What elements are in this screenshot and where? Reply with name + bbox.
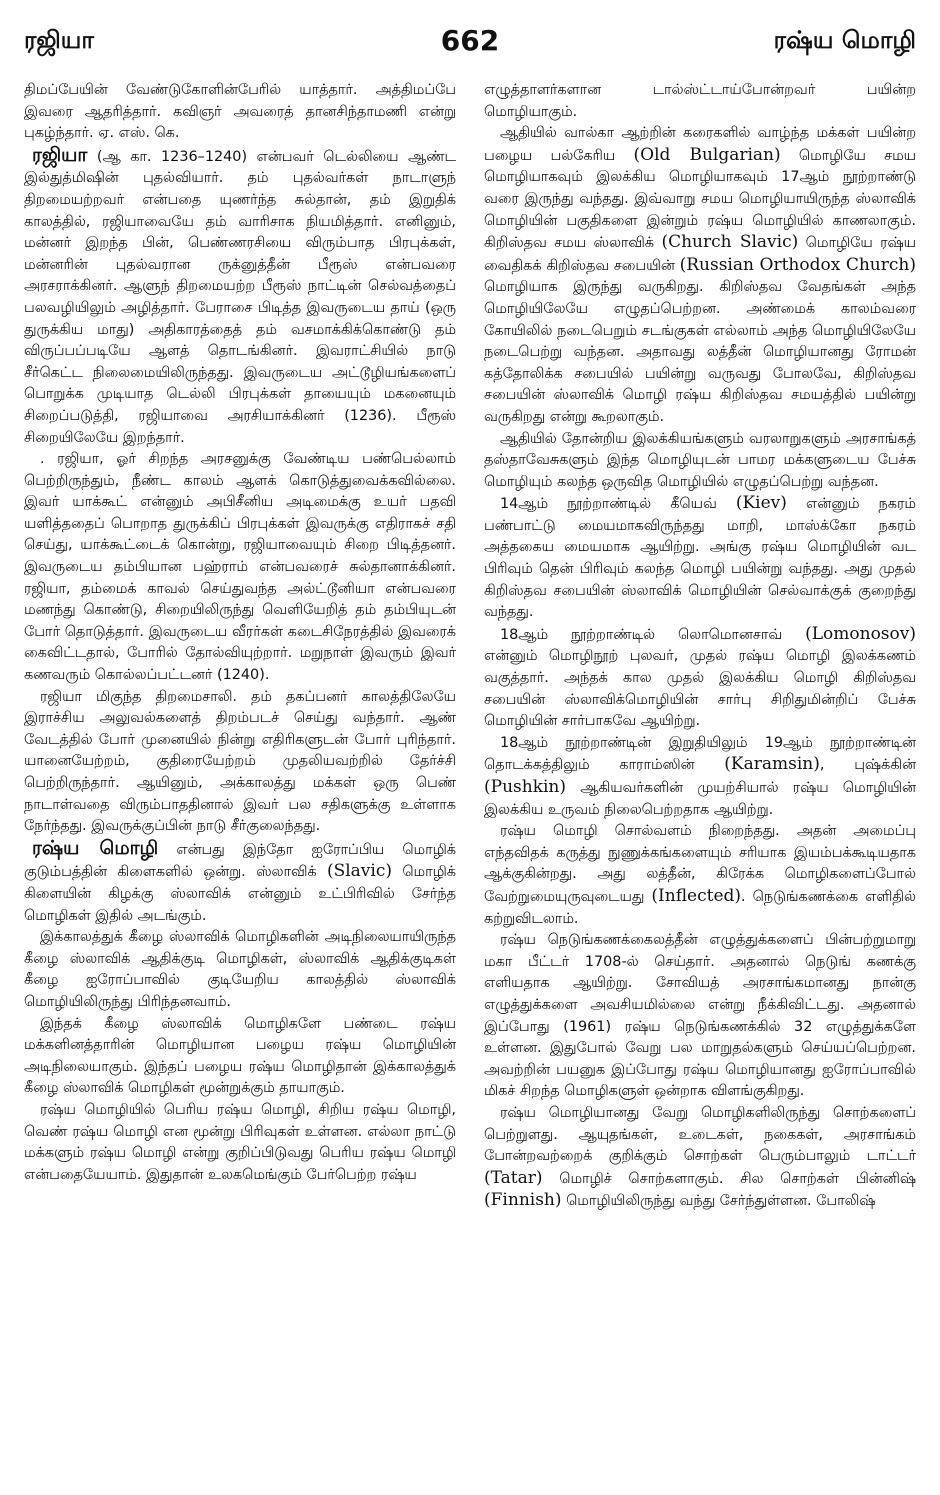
latin-term: (Lomonosov) [805, 623, 916, 644]
entry-headword: ரஜியா [32, 143, 88, 166]
page-number: 662 [440, 24, 500, 57]
paragraph: எழுத்தாளர்களான டால்ஸ்ட்டாய்போன்றவர் பயின்ற மொழியாகும். [484, 82, 916, 120]
left-column [24, 80, 456, 1480]
text-run: என்னும் மொழிநூற் புலவர், முதல் ரஷ்ய மொழி இலக்கணம் வகுத்தார். அந்தக் கால முதல் இலக்கிய மொழி கிறிஸ்தவ சபையின் ஸ்லாவிக்மொழியின் சார்பு சிறிதுமின்றிப் பேச்சு மொழியின் சார்பாகவே ஆயிற்று. [484, 648, 916, 730]
text-run: ஆகியவர்களின் முயற்சியால் ரஷ்ய மொழியின் இலக்கிய உருவம் நிலைபெற்றதாக ஆயிற்று. [484, 780, 916, 818]
text-run: மொழியிலிருந்து வந்து சேர்ந்துள்ளன. போலிஷ் [561, 1193, 876, 1210]
text-run: மொழியே ரஷ்ய வைதிகக் கிறிஸ்தவ சபையின் [484, 235, 916, 274]
paragraph [484, 493, 916, 624]
entry-russian-language [24, 838, 456, 927]
entry-razia [24, 145, 456, 449]
latin-term: (Russian Orthodox Church) [679, 254, 916, 275]
latin-term: (Kiev) [735, 493, 787, 514]
paragraph: ரஷ்ய நெடுங்கணக்கைலத்தீன் எழுத்துக்களைப் பின்பற்றுமாறு மகா பீட்டர் 1708-ல் செய்தார். அதனால் நெடுங் கணக்கு எளியதாக ஆயிற்று. சோவியத் அரசாங்கமானது நான்கு எழுத்துக்களை அவசியமில்லை என்று நீக்கிவிட்டது. அதனால் இப்போது (1961) ரஷ்ய நெடுங்கணக்கில் 32 எழுத்துக்களே உள்ளன. இதுபோல் வேறு பல மாறுதல்களும் செய்யப்பெற்றன. அவற்றின் பயனுக இப்போது ரஷ்ய மொழியானது ஐரோப்பாவில் மிகச் சிறந்த மொழிகளுள் ஒன்றாக விளங்குகிறது. [484, 932, 916, 1100]
entry-text: (ஆ கா. 1236–1240) என்பவர் டெல்லியை ஆண்ட இல்துத்மிஷின் புதல்வியார். தம் புதல்வர்கள் நாடாளுந் திறமையற்றவர் என்பதை யுணர்ந்த சுல்தான், தம் இறுதிக் காலத்தில், ரஜியாவையே தம் வாரிசாக நியமித்தார். எனினும், மன்னர் இறந்த பின், பெண்ணரசியை விரும்பாத பிரபுக்கள், மன்னரின் புதல்வரான ருக்னுத்தீன் பீரூஸ் என்பவரை அரசராக்கினர். ஆளுந் திறமையற்ற பீரூஸ் நாட்டின் செல்வத்தைப் பலவழியிலும் அழித்தார். பேராசை பிடித்த இவருடைய தாய் (ஒரு துருக்கிய மாது) அதிகாரத்தைத் தம் வசமாக்கிக்கொண்டு தம் விருப்பப்படியே ஆளத் தொடங்கினர். இவராட்சியில் நாடு சீர்கெட்ட நிலைமையிலிருந்தது. இவருடைய அட்டூழியங்களைப் பொறுக்க முடியாத டெல்லி பிரபுக்கள் தாயையும் மகனையும் சிறைப்படுத்தி, ரஜியாவை அரசியாக்கினர் (1236). பீரூஸ் சிறையிலேயே இறந்தார். [24, 148, 456, 446]
latin-term: (Karamsin) [724, 754, 820, 775]
latin-term: (Tatar) [484, 1167, 543, 1188]
text-run: ரஷ்ய மொழி சொல்வளம் நிறைந்தது. அதன் அமைப்பு எந்தவிதக் கருத்து நுணுக்கங்களையும் சரியாக இயம்பக்கூடியதாக ஆக்குகின்றது. அது லத்தீன், கிரேக்க மொழிகளைப்போல் வேற்றுமையுருவுடையது [484, 823, 916, 905]
right-column [484, 80, 916, 1480]
latin-term: (Slavic) [326, 861, 392, 882]
entry-headword: ரஷ்ய மொழி [32, 836, 159, 859]
running-head-left: ரஜியா [24, 26, 94, 54]
paragraph [484, 1103, 916, 1213]
page-header [24, 22, 916, 62]
latin-term: (Church Slavic) [661, 232, 799, 253]
text-run: 18ஆம் நூற்றாண்டின் இறுதியிலும் 19ஆம் நூற்றாண்டின் தொடக்கத்திலும் காராம்ஸின் [484, 734, 916, 774]
running-head-right: ரஷ்ய மொழி [773, 26, 916, 54]
paragraph: இக்காலத்துக் கீழை ஸ்லாவிக் மொழிகளின் அடிநிலையாயிருந்த கீழை ஸ்லாவிக் ஆதிக்குடி மொழிகள், ஸ்லாவிக் ஆதிக்குடிகள் கீழை ஐரோப்பாவில் குடியேறிய காலத்தில் ஸ்லாவிக் மொழியிலிருந்து பிரிந்தனவாம். [24, 929, 456, 1010]
paragraph: ஆதியில் தோன்றிய இலக்கியங்களும் வரலாறுகளும் அரசாங்கத் தஸ்தாவேசுகளும் இந்த மொழியுடன் பாமர மக்களுடைய பேச்சு மொழியும் கலந்த ஒருவித மொழியில் எழுதப்பெற்று வந்தன. [484, 430, 916, 490]
paragraph [484, 733, 916, 821]
paragraph: இந்தக் கீழை ஸ்லாவிக் மொழிகளே பண்டை ரஷ்ய மக்களினத்தாரின் மொழியான பழைய ரஷ்ய மொழியின் அடிநிலையாகும். இந்தப் பழைய ரஷ்ய மொழிதான் இக்காலத்துக் கீழை ஸ்லாவிக் மொழிகள் மூன்றுக்கும் தாயாகும். [24, 1015, 456, 1097]
paragraph [484, 624, 916, 733]
paragraph: . ரஜியா, ஓர் சிறந்த அரசனுக்கு வேண்டிய பண்பெல்லாம் பெற்றிருந்தும், நீண்ட காலம் ஆளக் கொடுத்துவைக்கவில்லை. இவர் யாக்கூட் என்னும் அபிசீனிய அடிமைக்கு உயர் பதவி யளித்ததைப் பொறாத துருக்கிப் பிரபுக்கள் இவருக்கு எதிராகச் சதி செய்து, யாக்கூட்டைக் கொன்று, ரஜியாவையும் சிறை பிடித்தனர். இவருடைய தம்பியான பஹ்ராம் என்பவரைச் சுல்தானாக்கினர். ரஜியா, தம்மைக் காவல் செய்துவந்த அல்ட்டூனியா என்பவரை மணந்து கொண்டு, சிறையிலிருந்து வெளியேறித் தம் தம்பியுடன் போர் தொடுத்தார். இவருடைய வீரர்கள் கடைசிநேரத்தில் இவரைக் கைவிட்டதால், போரில் தோல்வியுற்றார். மறுநாள் இவரும் இவர் கணவரும் கொல்லப்பட்டனர் (1240). [24, 451, 456, 684]
paragraph: திமப்பேயின் வேண்டுகோளின்பேரில் யாத்தார். அத்திமப்பே இவரை ஆதரித்தார். கவிஞர் அவரைத் தானசிந்தாமணி என்று புகழ்ந்தார். ஏ. எஸ். கெ. [24, 82, 456, 142]
text-run: மொழிச் சொற்களாகும். சில சொற்கள் பின்னிஷ் [542, 1170, 916, 1187]
text-run: . நெடுங்கணக்கை எளிதில் கற்றுவிடலாம். [484, 888, 916, 927]
text-run: , புஷ்க்கின் [819, 757, 916, 774]
text-run: என்னும் நகரம் பண்பாட்டு மையமாகவிருந்தது மாறி, மாஸ்க்கோ நகரம் அத்தகைய மையமாக ஆயிற்று. அங்கு ரஷ்ய மொழியின் வட பிரிவும் தென் பிரிவும் கலந்த மொழி பயின்று வந்தது. அது முதல் கிறிஸ்தவ சபையின் ஸ்லாவிக் மொழியின் செல்வாக்குக் குறைந்து வந்தது. [484, 496, 916, 621]
paragraph [484, 821, 916, 930]
paragraph [484, 123, 916, 428]
text-run: 18ஆம் நூற்றாண்டில் லொமொனசாவ் [500, 626, 806, 643]
text-run: 14ஆம் நூற்றாண்டில் கீயெவ் [500, 496, 736, 513]
text-run: மொழியே சமய மொழியாகவும் இலக்கிய மொழியாகவும் 17ஆம் நூற்றாண்டு வரை இருந்து வந்தது. இவ்வாறு சமய மொழியாயிருந்த ஸ்லாவிக் மொழியின் பகுதிகளை இன்றும் ரஷ்ய மொழியில் காணலாகும். கிறிஸ்தவ சமய ஸ்லாவிக் [484, 147, 916, 252]
entry-text: என்பது இந்தோ ஐரோப்பிய மொழிக் குடும்பத்தின் கிளைகளில் ஒன்று. ஸ்லாவிக் [24, 841, 456, 881]
paragraph: ரஜியா மிகுந்த திறமைசாலி. தம் தகப்பனர் காலத்திலேயே இராச்சிய அலுவல்களைத் திறம்படச் செய்து வந்தார். ஆண் வேடத்தில் போர் முனையில் நின்று எதிரிகளுடன் போர் புரிந்தார். யானையேற்றம், குதிரையேற்றம் முதலியவற்றில் தேர்ச்சி பெற்றிருந்தார். ஆயினும், அக்காலத்து மக்கள் ஒரு பெண் நாடாள்வதை விரும்பாததினால் இவர் பல சதிகளுக்கு உள்ளாக நேர்ந்தது. இவருக்குப்பின் நாடு சீர்குலைந்தது. [24, 688, 456, 835]
entry-text: மொழிக் கிளையின் கிழக்கு ஸ்லாவிக் என்னும் உட்பிரிவில் சேர்ந்த மொழிகள் இதில் அடங்கும். [24, 864, 456, 924]
paragraph: ரஷ்ய மொழியில் பெரிய ரஷ்ய மொழி, சிறிய ரஷ்ய மொழி, வெண் ரஷ்ய மொழி என மூன்று பிரிவுகள் உள்ளன. எல்லா நாட்டு மக்களும் ரஷ்ய மொழி என்று குறிப்பிடுவது பெரிய ரஷ்ய மொழி என்பதையேயாம். இதுதான் உலகமெங்கும் பேர்பெற்ற ரஷ்ய [24, 1101, 456, 1183]
latin-term: (Finnish) [484, 1190, 562, 1211]
latin-term: (Inflected) [651, 885, 742, 906]
latin-term: (Old Bulgarian) [633, 144, 781, 165]
text-run: மொழியாக இருந்து வருகிறது. கிறிஸ்தவ வேதங்கள் அந்த மொழியிலேயே எழுதப்பெற்றன. அண்மைக் காலம்வரை கோயிலில் நடைபெறும் சடங்குகள் எல்லாம் அந்த மொழியிலேயே நடைபெற்று வந்தன. அதாவது லத்தீன் மொழியானது ரோமன் கத்தோலிக்க சபையில் பயின்று வருவது போலவே, கிறிஸ்தவ சபையின் ஸ்லாவிக் மொழி ரஷ்ய கிறிஸ்தவ சமயத்தில் பயின்று வருகிறது என்று கூறலாகும். [484, 279, 916, 425]
text-run: ஆதியில் வால்கா ஆற்றின் கரைகளில் வாழ்ந்த மக்கள் பயின்ற பழைய பல்கேரிய [484, 125, 916, 164]
text-run: ரஷ்ய மொழியானது வேறு மொழிகளிலிருந்து சொற்களைப் பெற்றுளது. ஆயுதங்கள், உடைகள், நகைகள், அரசாங்கம் போன்றவற்றைக் குறிக்கும் சொற்கள் பெரும்பாலும் டாட்டர் [484, 1104, 916, 1165]
latin-term: (Pushkin) [484, 777, 567, 797]
